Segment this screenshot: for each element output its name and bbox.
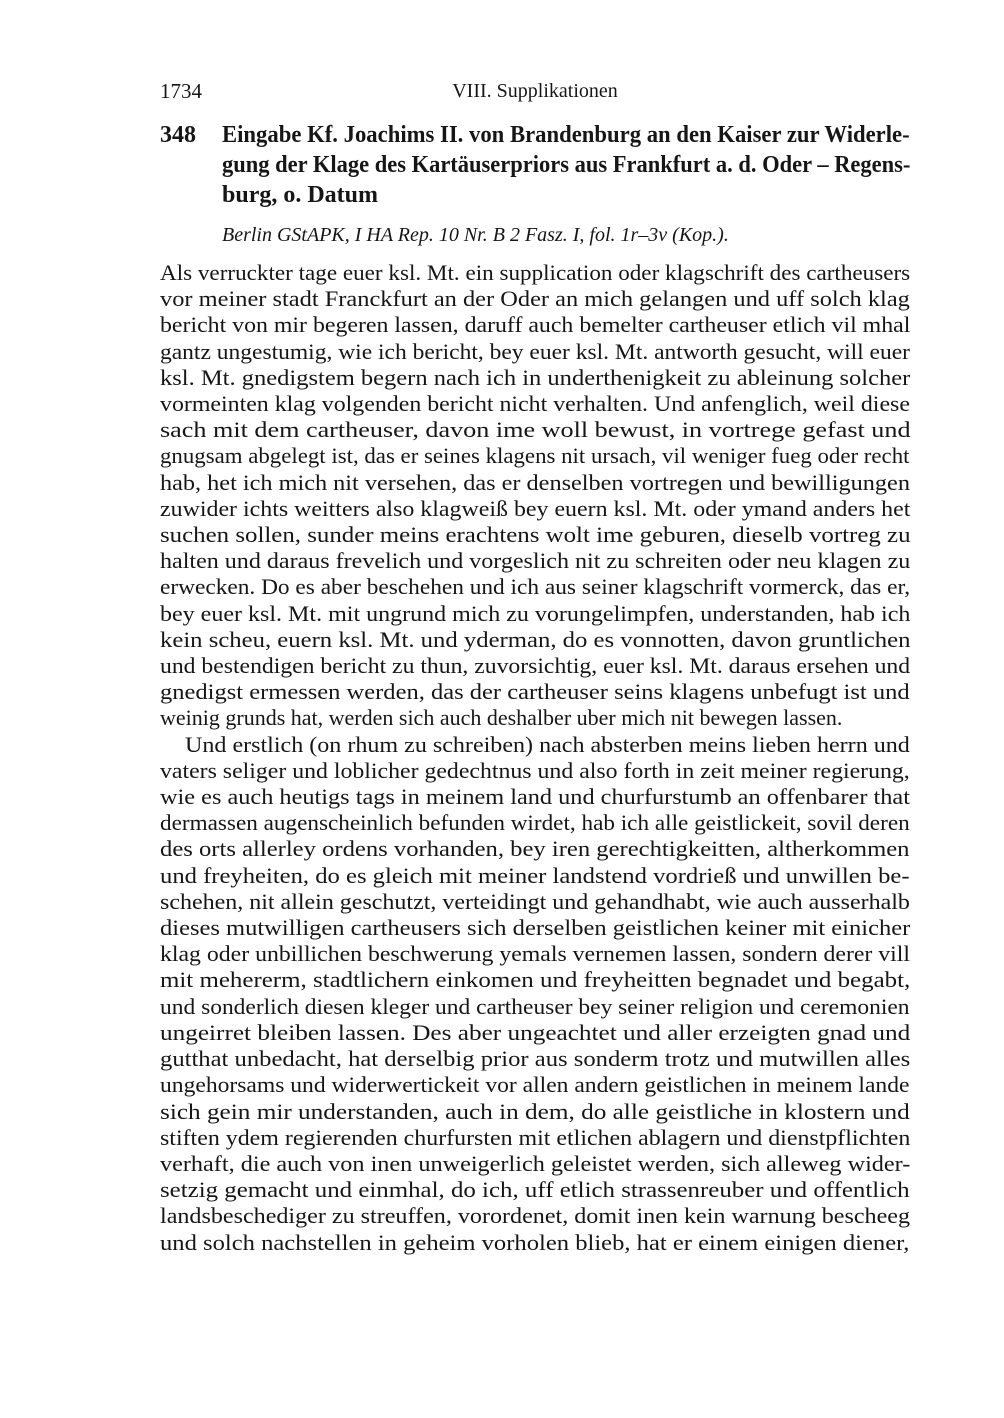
- text-line-content: stiften ydem regierenden churfursten mit etlichen ablagern und dienstpflichten: [160, 1124, 911, 1150]
- text-line: [160, 1099, 910, 1125]
- text-line-content: verhaft, die auch von inen unweigerlich geleistet werden, sich alleweg wider-: [160, 1150, 911, 1176]
- text-line-content: bey euer ksl. Mt. mit ungrund mich zu vorungelimpfen, understanden, hab ich: [160, 600, 911, 626]
- text-line: [160, 679, 910, 705]
- text-line: [160, 967, 910, 993]
- text-line-content: und sonderlich diesen kleger und cartheuser bey seiner religion und ceremonien: [160, 993, 910, 1019]
- text-line: [160, 470, 910, 496]
- text-line: [160, 601, 910, 627]
- text-line: [160, 365, 910, 391]
- text-line-content: und solch nachstellen in geheim vorholen blieb, hat er einem einigen diener,: [160, 1229, 910, 1255]
- text-line: [160, 627, 910, 653]
- text-line-content: wie es auch heutigs tags in meinem land und churfurstumb an offenbarer that: [160, 784, 910, 810]
- text-line: [160, 286, 910, 312]
- text-line-content: weinig grunds hat, werden sich auch deshalber uber mich nit bewegen lassen.: [160, 705, 843, 731]
- text-line-content: burg, o. Datum: [222, 182, 379, 208]
- text-line: [160, 417, 910, 443]
- text-line-content: zuwider ichts weitters also klagweiß bey euern ksl. Mt. oder ymand anders het: [160, 495, 911, 521]
- text-line-content: suchen sollen, sunder meins erachtens wolt ime geburen, dieselb vortreg zu: [160, 522, 911, 548]
- text-line-content: hab, het ich mich nit versehen, das er denselben vortregen und bewilligungen: [160, 469, 910, 495]
- running-header: [160, 78, 910, 104]
- text-line-content: dieses mutwilligen cartheusers sich derselben geistlichen keiner mit einicher: [160, 915, 911, 941]
- text-line-content: und freyheiten, do es gleich mit meiner landstend vordrieß und unwillen be-: [160, 862, 910, 888]
- text-line: [160, 1177, 910, 1203]
- text-line: [160, 1046, 910, 1072]
- text-line-content: bericht von mir begeren lassen, daruff auch bemelter cartheuser etlich vil mhal: [160, 312, 911, 338]
- text-line: [160, 732, 910, 758]
- text-line-content: setzig gemacht und einmhal, do ich, uff etlich strassenreuber und offentlich: [160, 1177, 910, 1203]
- text-line-content: gnedigst ermessen werden, das der cartheuser seins klagens unbefugt ist und: [160, 679, 910, 705]
- text-line-content: erwecken. Do es aber beschehen und ich aus seiner klagschrift vormerck, das er,: [160, 574, 911, 600]
- entry-heading: [160, 120, 910, 210]
- text-line-content: gantz ungestumig, wie ich bericht, bey euer ksl. Mt. antworth gesucht, will euer: [160, 338, 910, 364]
- text-line: [160, 496, 910, 522]
- text-line-content: Und erstlich (on rhum zu schreiben) nach absterben meins lieben herrn und: [185, 731, 910, 757]
- text-line: [160, 653, 910, 679]
- text-line: [160, 810, 910, 836]
- text-line: [160, 941, 910, 967]
- text-line: [160, 522, 910, 548]
- text-line: [222, 120, 910, 150]
- text-line-content: halten und daraus frevelich und vorgeslich nit zu schreiten oder neu klagen zu: [160, 548, 911, 574]
- text-line-content: und bestendigen bericht zu thun, zuvorsichtig, euer ksl. Mt. daraus ersehen und: [160, 653, 911, 679]
- text-line: [160, 1125, 910, 1151]
- text-line: [160, 260, 910, 286]
- text-line: [160, 915, 910, 941]
- text-line: [160, 391, 910, 417]
- text-line-content: gnugsam abgelegt ist, das er seines klagens nit ursach, vil weniger fueg oder recht: [160, 443, 910, 469]
- body-text: [160, 260, 910, 1256]
- text-line: [160, 705, 910, 731]
- text-line: [222, 180, 910, 210]
- text-line: [160, 312, 910, 338]
- text-line-content: schehen, nit allein geschutzt, verteidingt und gehandhabt, wie auch ausserhalb: [160, 888, 910, 914]
- text-line: [160, 574, 910, 600]
- text-line-content: Als verruckter tage euer ksl. Mt. ein supplication oder klagschrift des cartheusers: [160, 260, 911, 285]
- entry-number: 348: [160, 122, 196, 148]
- text-line-content: kein scheu, euern ksl. Mt. und yderman, do es vonnotten, davon gruntlichen: [160, 626, 911, 652]
- text-line-content: vormeinten klag volgenden bericht nicht verhalten. Und anfenglich, weil diese: [160, 391, 910, 417]
- text-line: [160, 784, 910, 810]
- text-line: [222, 150, 910, 180]
- text-line: [160, 1072, 910, 1098]
- text-line-content: vaters seliger und loblicher gedechtnus und also forth in zeit meiner regierung,: [160, 757, 910, 783]
- text-line: [160, 1151, 910, 1177]
- paragraph: [160, 732, 910, 1256]
- text-line-content: sich gein mir understanden, auch in dem, do alle geistliche in klostern und: [160, 1098, 910, 1124]
- source-citation: Berlin GStAPK, I HA Rep. 10 Nr. B 2 Fasz. I, fol. 1r–3v (Kop.).: [222, 224, 729, 246]
- text-line-content: mit mehererm, stadtlichern einkomen und freyheitten begnadet und begabt,: [160, 967, 911, 993]
- text-line-content: ungehorsams und widerwertickeit vor allen andern geistlichen in meinem lande: [160, 1072, 910, 1098]
- text-line: [160, 1203, 910, 1229]
- text-line-content: gutthat unbedacht, hat derselbig prior aus sonderm trotz und mutwillen alles: [160, 1046, 911, 1072]
- text-line-content: ksl. Mt. gnedigstem begern nach ich in underthenigkeit zu ableinung solcher: [160, 364, 911, 390]
- text-line-content: landsbeschediger zu streuffen, vorordenet, domit inen kein warnung bescheeg: [160, 1203, 911, 1229]
- text-line: [160, 339, 910, 365]
- text-line-content: sach mit dem cartheuser, davon ime woll bewust, in vortrege gefast und: [160, 417, 911, 443]
- text-line-content: klag oder unbillichen beschwerung yemals vernemen lassen, sondern derer vill: [160, 941, 911, 967]
- page-number: 1734: [160, 79, 202, 103]
- text-line: [160, 443, 910, 469]
- text-line: [160, 889, 910, 915]
- text-line-content: Eingabe Kf. Joachims II. von Brandenburg an den Kaiser zur Widerle-: [222, 122, 910, 148]
- text-line: [160, 836, 910, 862]
- text-line-content: des orts allerley ordens vorhanden, bey iren gerechtigkeitten, altherkommen: [160, 836, 910, 862]
- text-line-content: gung der Klage des Kartäuserpriors aus Frankfurt a. d. Oder – Regens-: [222, 152, 911, 178]
- entry-title: [222, 120, 910, 210]
- text-line: [160, 758, 910, 784]
- text-line: [160, 548, 910, 574]
- text-line: [160, 994, 910, 1020]
- text-line: [160, 1020, 910, 1046]
- text-line-content: vor meiner stadt Franckfurt an der Oder an mich gelangen und uff solch klag: [160, 286, 910, 312]
- text-line-content: dermassen augenscheinlich befunden wirdet, hab ich alle geistlickeit, sovil deren: [160, 810, 910, 836]
- text-line: [160, 1230, 910, 1256]
- running-head: VIII. Supplikationen: [452, 80, 618, 102]
- text-line-content: ungeirret bleiben lassen. Des aber ungeachtet und aller erzeigten gnad und: [160, 1019, 911, 1045]
- paragraph: [160, 260, 910, 732]
- text-block: [160, 78, 910, 1256]
- text-line: [160, 863, 910, 889]
